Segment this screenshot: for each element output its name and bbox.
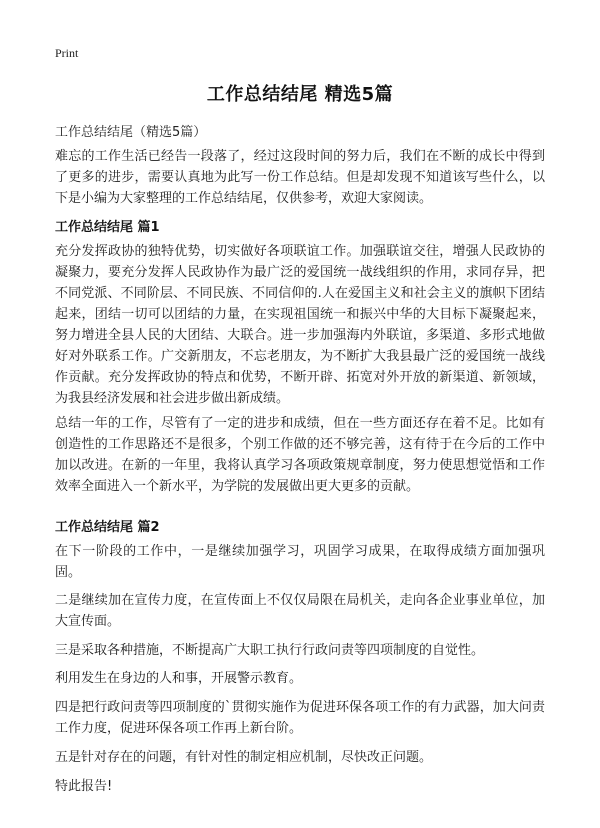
section1-paragraph-2: 总结一年的工作，尽管有了一定的进步和成绩，但在一些方面还存在着不足。比如有创造性的工作思路还不是很多，个别工作做的还不够完善，这有待于在今后的工作中加以改进。在新的一年里，我将认真学习各项政策规章制度，努力使思想觉悟和工作效率全面进入一个新水平，为学院的发展做出更大更多的贡献。 [55,416,545,494]
section-heading-1: 工作总结结尾 篇1 [55,220,160,235]
page-title: 工作总结结尾 精选5篇 [206,84,394,105]
print-link[interactable]: Print [55,46,79,60]
page-subtitle: 工作总结结尾（精选5篇） [55,125,207,140]
section2-paragraph-5: 四是把行政问责等四项制度的`贯彻实施作为促进环保各项工作的有力武器，加大问责工作力度，促进环保各项工作再上新台阶。 [55,700,545,736]
section2-paragraph-1: 在下一阶段的工作中，一是继续加强学习，巩固学习成果，在取得成绩方面加强巩固。 [55,544,545,580]
section2-paragraph-2: 二是继续加在宣传力度，在宣传面上不仅仅局限在局机关，走向各企业事业单位，加大宣传面。 [55,593,545,629]
intro-paragraph: 难忘的工作生活已经告一段落了，经过这段时间的努力后，我们在不断的成长中得到了更多的进步，需要认真地为此写一份工作总结。但是却发现不知道该写些什么，以下是小编为大家整理的工作总结结尾，仅供参考，欢迎大家阅读。 [55,149,545,206]
section2-paragraph-3: 三是采取各种措施，不断提高广大职工执行行政问责等四项制度的自觉性。 [55,643,485,658]
section2-closing: 特此报告! [55,779,113,794]
section1-paragraph-1: 充分发挥政协的独特优势，切实做好各项联谊工作。加强联谊交往，增强人民政协的凝聚力，要充分发挥人民政协作为最广泛的爱国统一战线组织的作用，求同存异，把不同党派、不同阶层、不同民族、不同信仰的.人在爱国主义和社会主义的旗帜下团结起来，团结一切可以团结的力量，在实现祖国统一和振兴中华的大目标下凝聚起来，努力增进全县人民的大团结、大联合。进一步加强海内外联谊，多渠道、多形式地做好对外联系工作。广交新朋友，不忘老朋友，为不断扩大我县最广泛的爱国统一战线作贡献。充分发挥政协的特点和优势，不断开辟、拓宽对外开放的新渠道、新领域，为我县经济发展和社会进步做出新成绩。 [55,244,545,406]
section2-paragraph-6: 五是针对存在的问题，有针对性的制定相应机制，尽快改正问题。 [55,750,433,765]
section-heading-2: 工作总结结尾 篇2 [55,520,160,535]
section2-paragraph-4: 利用发生在身边的人和事，开展警示教育。 [55,671,303,686]
